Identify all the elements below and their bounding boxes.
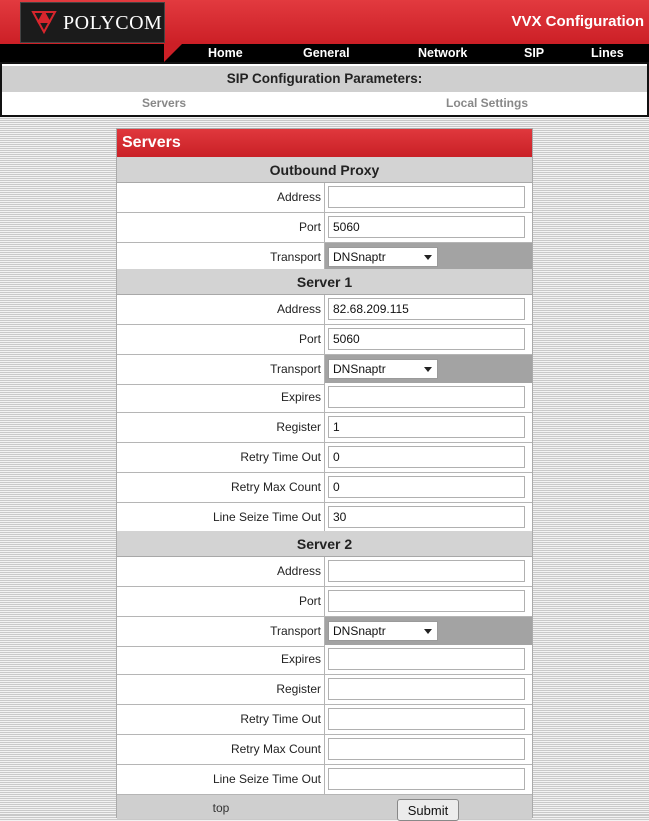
s2-retry-max-input[interactable]: [328, 738, 525, 760]
s2-port-input[interactable]: [328, 590, 525, 612]
field-label: Address: [117, 295, 325, 324]
s2-retry-timeout-row: [117, 705, 532, 735]
app-title: VVX Configuration: [511, 13, 644, 30]
tab-servers[interactable]: Servers: [142, 96, 187, 110]
servers-panel: [116, 128, 533, 818]
field-label: Expires: [117, 383, 325, 412]
s1-port-row: [117, 325, 532, 355]
s2-register-input[interactable]: [328, 678, 525, 700]
s2-expires-input[interactable]: [328, 648, 525, 670]
logo-text: POLYCOM: [63, 12, 163, 34]
field-label: Retry Time Out: [117, 443, 325, 472]
s2-address-input[interactable]: [328, 560, 525, 582]
field-label: Line Seize Time Out: [117, 503, 325, 532]
field-label: Port: [117, 213, 325, 242]
tab-local-settings[interactable]: Local Settings: [446, 96, 529, 110]
field-label: Address: [117, 183, 325, 212]
chevron-down-icon: [424, 255, 432, 260]
s1-line-seize-input[interactable]: [328, 506, 525, 528]
s1-retry-timeout-input[interactable]: [328, 446, 525, 468]
field-label: Address: [117, 557, 325, 586]
field-label: Port: [117, 587, 325, 616]
s1-address-row: [117, 295, 532, 325]
select-value: DNSnaptr: [333, 362, 386, 376]
outbound-port-input[interactable]: [328, 216, 525, 238]
field-label: Transport: [117, 243, 325, 272]
polycom-logo-icon: [29, 8, 59, 38]
page-title: SIP Configuration Parameters:: [2, 66, 647, 92]
outbound-address-input[interactable]: [328, 186, 525, 208]
s1-retry-max-input[interactable]: [328, 476, 525, 498]
nav-network[interactable]: Network: [418, 46, 468, 60]
s1-port-input[interactable]: [328, 328, 525, 350]
nav-home[interactable]: Home: [208, 46, 243, 60]
s1-transport-row: [117, 355, 532, 385]
s2-expires-row: [117, 645, 532, 675]
section-server-2: Server 2: [117, 531, 532, 557]
section-outbound-proxy: Outbound Proxy: [117, 157, 532, 183]
outbound-port-row: [117, 213, 532, 243]
chevron-down-icon: [424, 629, 432, 634]
chevron-down-icon: [424, 367, 432, 372]
s2-line-seize-row: [117, 765, 532, 795]
select-value: DNSnaptr: [333, 624, 386, 638]
sub-header: [0, 62, 649, 117]
section-server-1: Server 1: [117, 269, 532, 295]
polycom-logo: [20, 2, 165, 43]
outbound-address-row: [117, 183, 532, 213]
submit-button[interactable]: Submit: [397, 799, 459, 821]
s2-transport-select[interactable]: [328, 621, 438, 641]
s1-line-seize-row: [117, 503, 532, 533]
s2-port-row: [117, 587, 532, 617]
s2-retry-timeout-input[interactable]: [328, 708, 525, 730]
s2-register-row: [117, 675, 532, 705]
s1-transport-select[interactable]: [328, 359, 438, 379]
nav-general[interactable]: General: [303, 46, 350, 60]
field-label: Register: [117, 675, 325, 704]
s2-address-row: [117, 557, 532, 587]
field-label: Line Seize Time Out: [117, 765, 325, 794]
field-label: Port: [117, 325, 325, 354]
s1-register-row: [117, 413, 532, 443]
form-footer: [117, 795, 532, 819]
field-label: Transport: [117, 617, 325, 646]
nav-lines[interactable]: Lines: [591, 46, 624, 60]
s1-address-input[interactable]: [328, 298, 525, 320]
s1-register-input[interactable]: [328, 416, 525, 438]
field-label: Retry Max Count: [117, 473, 325, 502]
panel-title: Servers: [117, 129, 532, 157]
s2-line-seize-input[interactable]: [328, 768, 525, 790]
s1-retry-max-row: [117, 473, 532, 503]
s2-retry-max-row: [117, 735, 532, 765]
s1-retry-timeout-row: [117, 443, 532, 473]
field-label: Retry Time Out: [117, 705, 325, 734]
header-notch: [164, 44, 182, 62]
s1-expires-input[interactable]: [328, 386, 525, 408]
field-label: Expires: [117, 645, 325, 674]
top-link[interactable]: top: [212, 801, 230, 815]
nav-sip[interactable]: SIP: [524, 46, 545, 60]
field-label: Register: [117, 413, 325, 442]
field-label: Retry Max Count: [117, 735, 325, 764]
s2-transport-row: [117, 617, 532, 647]
outbound-transport-select[interactable]: [328, 247, 438, 267]
s1-expires-row: [117, 383, 532, 413]
select-value: DNSnaptr: [333, 250, 386, 264]
field-label: Transport: [117, 355, 325, 384]
